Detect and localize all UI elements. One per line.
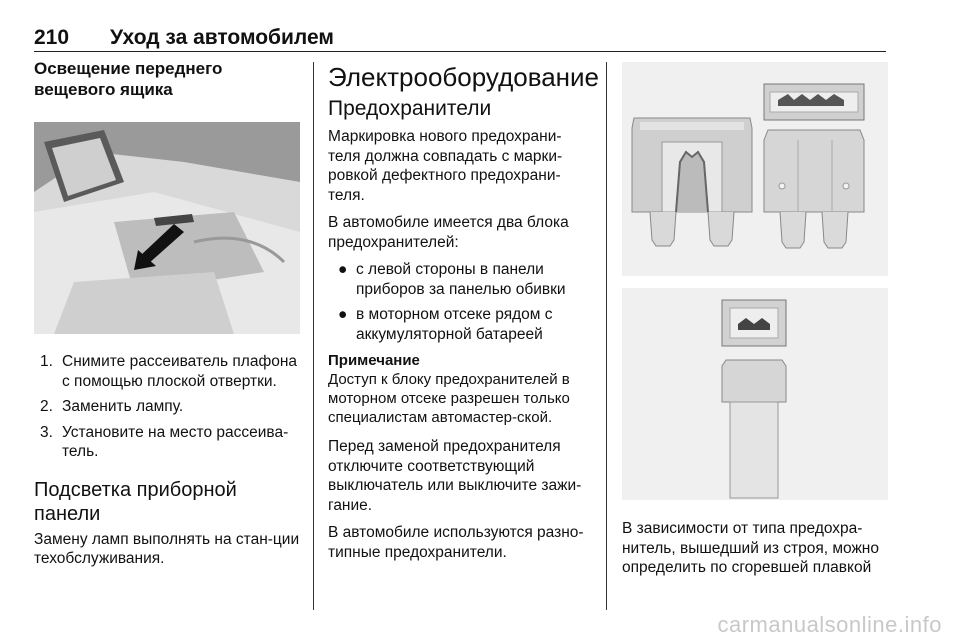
note-text: Доступ к блоку предохранителей в моторном отсеке разрешен только специалистам автомастер-ской. bbox=[328, 371, 570, 426]
column-divider bbox=[606, 62, 607, 610]
note-title: Примечание bbox=[328, 352, 420, 369]
fuse-caption: В зависимости от типа предохра-нитель, вышедший из строя, можно определить по сгоревшей плавкой bbox=[622, 520, 879, 576]
section-title-fuses: Предохранители bbox=[328, 97, 492, 120]
fuse-box-item: ● в моторном отсеке рядом с аккумуляторной батареей bbox=[338, 306, 553, 343]
page-number: 210 bbox=[34, 26, 70, 49]
header-rule bbox=[34, 51, 886, 52]
chapter-title-electrical: Электрооборудование bbox=[328, 62, 600, 92]
watermark: carmanualsonline.info bbox=[717, 612, 942, 637]
glovebox-photo bbox=[34, 122, 300, 334]
fuse-box-list bbox=[328, 260, 590, 344]
fuses-para-4: В автомобиле используются разно-типные предохранители. bbox=[328, 524, 584, 561]
column-left bbox=[34, 58, 300, 577]
step-item: 1. Снимите рассеиватель плафона с помощью плоской отвертки. bbox=[40, 353, 298, 390]
column-divider bbox=[313, 62, 314, 610]
mini-fuse-side-icon bbox=[722, 360, 786, 498]
mini-fuse-top-icon bbox=[722, 300, 786, 346]
fuses-para-1: Маркировка нового предохрани-теля должна совпадать с марки-ровкой дефектного предохрани-теля. bbox=[328, 128, 563, 204]
steps-list bbox=[34, 352, 300, 462]
step-item: 2. Заменить лампу. bbox=[40, 398, 184, 415]
blade-fuse-top-icon bbox=[764, 84, 864, 120]
page-header bbox=[34, 26, 886, 50]
dashboard-lighting-text: Замену ламп выполнять на стан-ции техобслуживания. bbox=[34, 530, 300, 567]
subheading-dashboard-lighting: Подсветка приборной панели bbox=[34, 478, 237, 525]
column-middle bbox=[328, 58, 600, 570]
glovebox-photo-image bbox=[34, 122, 300, 334]
column-right bbox=[622, 62, 888, 517]
page-chapter-title: Уход за автомобилем bbox=[110, 26, 334, 49]
fuses-para-3: Перед заменой предохранителя отключите соответствующий выключатель или выключите зажи-гание. bbox=[328, 438, 582, 514]
step-item: 3. Установите на место рассеива-тель. bbox=[40, 423, 289, 460]
fuses-para-2: В автомобиле имеется два блока предохранителей: bbox=[328, 214, 569, 251]
section-title-glovebox-light: Освещение переднего вещевого ящика bbox=[34, 59, 223, 99]
fuse-box-item: ● с левой стороны в панели приборов за панелью обивки bbox=[338, 261, 566, 298]
fuse-illustrations bbox=[622, 62, 888, 512]
